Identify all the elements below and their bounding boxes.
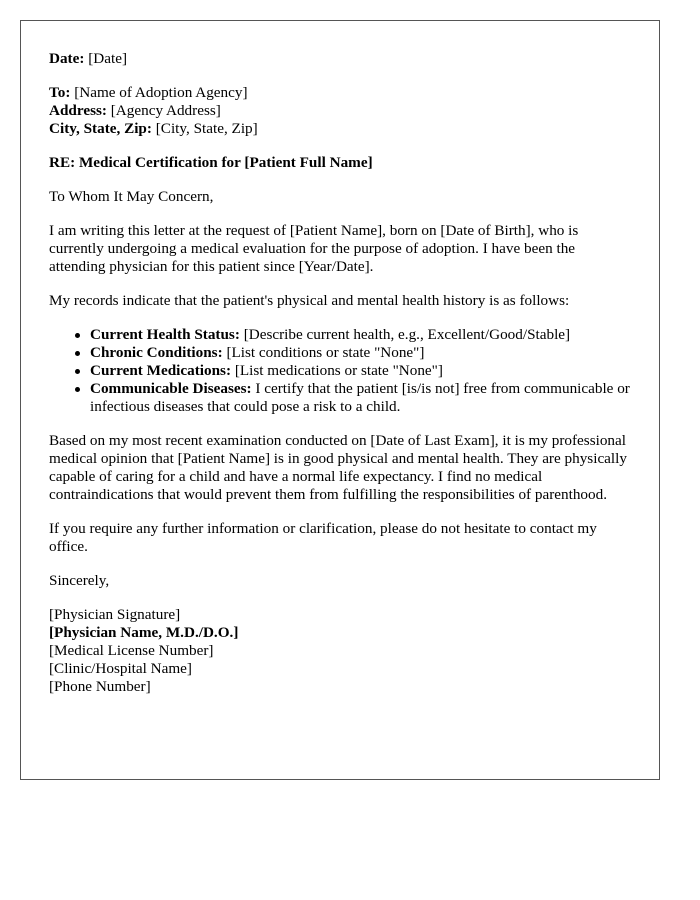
- to-value: [Name of Adoption Agency]: [74, 84, 248, 101]
- date-line: [49, 50, 633, 68]
- list-item: [90, 326, 633, 344]
- signature-block: [49, 606, 633, 696]
- city-line: [49, 120, 633, 138]
- clinic-name: [Clinic/Hospital Name]: [49, 660, 192, 677]
- letter-document: [20, 20, 660, 780]
- history-text: [Describe current health, e.g., Excellent/Good/Stable]: [243, 326, 571, 343]
- salutation: To Whom It May Concern,: [49, 188, 214, 205]
- license-number: [Medical License Number]: [49, 642, 214, 659]
- city-value: [City, State, Zip]: [155, 120, 258, 137]
- phone-number: [Phone Number]: [49, 678, 151, 695]
- history-text: [List conditions or state "None"]: [226, 344, 425, 361]
- intro-paragraph: I am writing this letter at the request of [Patient Name], born on [Date of Birth], who is currently undergoing a medical evaluation for the purpose of adoption. I have been the attending physician for this patient since [Year/Date].: [49, 222, 579, 275]
- address-value: [Agency Address]: [110, 102, 221, 119]
- list-item: [90, 380, 633, 416]
- to-line: [49, 84, 633, 102]
- physician-signature: [Physician Signature]: [49, 606, 181, 623]
- records-intro: My records indicate that the patient's physical and mental health history is as follows:: [49, 292, 570, 309]
- history-label: Current Medications:: [90, 362, 232, 379]
- city-label: City, State, Zip:: [49, 120, 152, 137]
- to-label: To:: [49, 84, 71, 101]
- contact-paragraph: If you require any further information or clarification, please do not hesitate to contact my office.: [49, 520, 597, 555]
- history-label: Chronic Conditions:: [90, 344, 223, 361]
- subject-line: [49, 154, 633, 172]
- opinion-paragraph: Based on my most recent examination conducted on [Date of Last Exam], it is my professional medical opinion that [Patient Name] is in good physical and mental health. They are physically capable of caring for a child and have a normal life expectancy. I find no medical contraindications that would prevent them from fulfilling the responsibilities of parenthood.: [49, 432, 627, 503]
- date-label: Date:: [49, 50, 85, 67]
- health-history-list: [49, 326, 633, 416]
- recipient-block: [49, 84, 633, 138]
- address-label: Address:: [49, 102, 107, 119]
- closing: Sincerely,: [49, 572, 110, 589]
- history-label: Current Health Status:: [90, 326, 240, 343]
- list-item: [90, 362, 633, 380]
- address-line: [49, 102, 633, 120]
- history-text: I certify that the patient [is/is not] free from communicable or infectious diseases that could pose a risk to a child.: [90, 380, 630, 415]
- date-value: [Date]: [88, 50, 128, 67]
- history-label: Communicable Diseases:: [90, 380, 252, 397]
- subject-text: RE: Medical Certification for [Patient Full Name]: [49, 154, 373, 171]
- physician-name: [Physician Name, M.D./D.O.]: [49, 624, 239, 641]
- history-text: [List medications or state "None"]: [234, 362, 443, 379]
- list-item: [90, 344, 633, 362]
